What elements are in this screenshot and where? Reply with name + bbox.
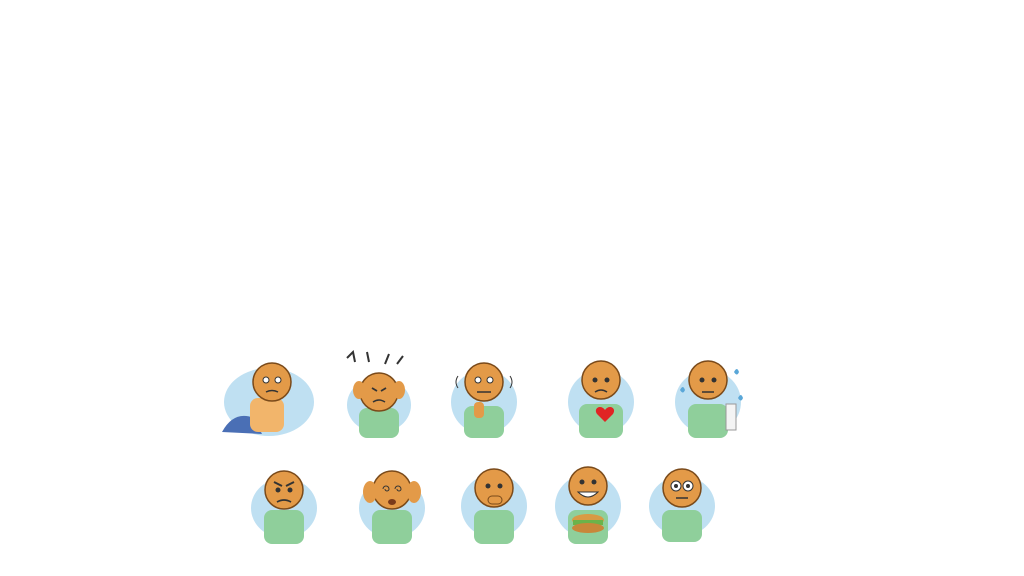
sweating-illustration xyxy=(668,350,748,440)
vision-impairment-illustration xyxy=(642,458,722,542)
anxiety-illustration xyxy=(454,454,534,544)
palpitation-illustration xyxy=(561,350,641,440)
dizziness-illustration xyxy=(352,460,432,544)
symptom-illustrations xyxy=(186,350,806,576)
irritability-illustration xyxy=(244,460,324,544)
headache-illustration xyxy=(339,350,419,440)
hunger-illustration xyxy=(548,454,628,544)
weakness-drowsiness-illustration xyxy=(214,352,324,442)
tremor-illustration xyxy=(444,350,524,440)
